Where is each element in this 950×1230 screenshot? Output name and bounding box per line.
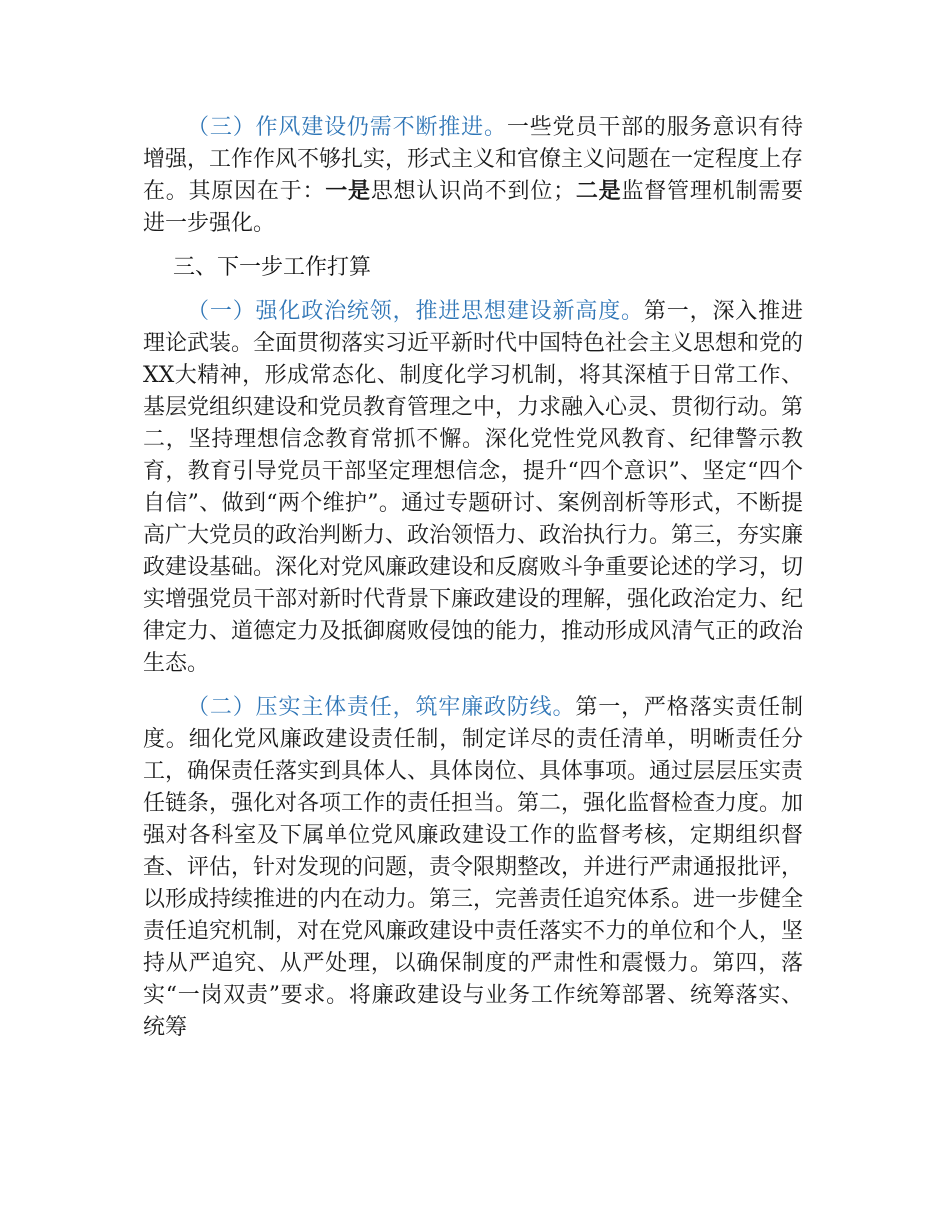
emphasis-first: 一是 [325,179,371,204]
paragraph-main-responsibility [143,692,803,1044]
paragraph-lead-1: （一）强化政治统领，推进思想建设新高度。 [187,299,644,324]
paragraph-work-style [143,112,803,240]
paragraph-political-leadership [143,296,803,680]
paragraph-text: 第一，严格落实责任制度。细化党风廉政建设责任制，制定详尽的责任清单，明晰责任分工，确保责任落实到具体人、具体岗位、具体事项。通过层层压实责任链条，强化对各项工作的责任担当。第二，强化监督检查力度。加强对各科室及下属单位党风廉政建设工作的监督考核，定期组织督查、评估，针对发现的问题，责令限期整改，并进行严肃通报批评，以形成持续推进的内在动力。第三，完善责任追究体系。进一步健全责任追究机制，对在党风廉政建设中责任落实不力的单位和个人，坚持从严追究、从严处理，以确保制度的严肃性和震慑力。第四，落实“一岗双责”要求。将廉政建设与业务工作统筹部署、统筹落实、统筹 [143,695,804,1040]
paragraph-text: 一些党员干部的服务意识有待增强，工作作风不够扎实，形式主义和官僚主义问题在一定程度上存在。其原因在于： [143,115,804,204]
section-heading: 三、下一步工作打算 [173,255,372,280]
paragraph-text: 第一，深入推进理论武装。全面贯彻落实习近平新时代中国特色社会主义思想和党的XX大精神，形成常态化、制度化学习机制，将其深植于日常工作、基层党组织建设和党员教育管理之中，力求融入心灵、贯彻行动。第二，坚持理想信念教育常抓不懈。深化党性党风教育、纪律警示教育，教育引导党员干部坚定理想信念，提升“四个意识”、坚定“四个自信”、做到“两个维护”。通过专题研讨、案例剖析等形式，不断提高广大党员的政治判断力、政治领悟力、政治执行力。第三，夯实廉政建设基础。深化对党风廉政建设和反腐败斗争重要论述的学习，切实增强党员干部对新时代背景下廉政建设的理解，强化政治定力、纪律定力、道德定力及抵御腐败侵蚀的能力，推动形成风清气正的政治生态。 [143,299,804,676]
paragraph-lead-2: （二）压实主体责任，筑牢廉政防线。 [187,695,576,720]
emphasis-second: 二是 [575,179,622,204]
paragraph-text: 思想认识尚不到位； [370,179,576,204]
paragraph-lead-3: （三）作风建设仍需不断推进。 [187,115,507,140]
document-body [143,112,803,1056]
paragraph-text: 监督管理机制需要进一步强化。 [143,179,803,236]
